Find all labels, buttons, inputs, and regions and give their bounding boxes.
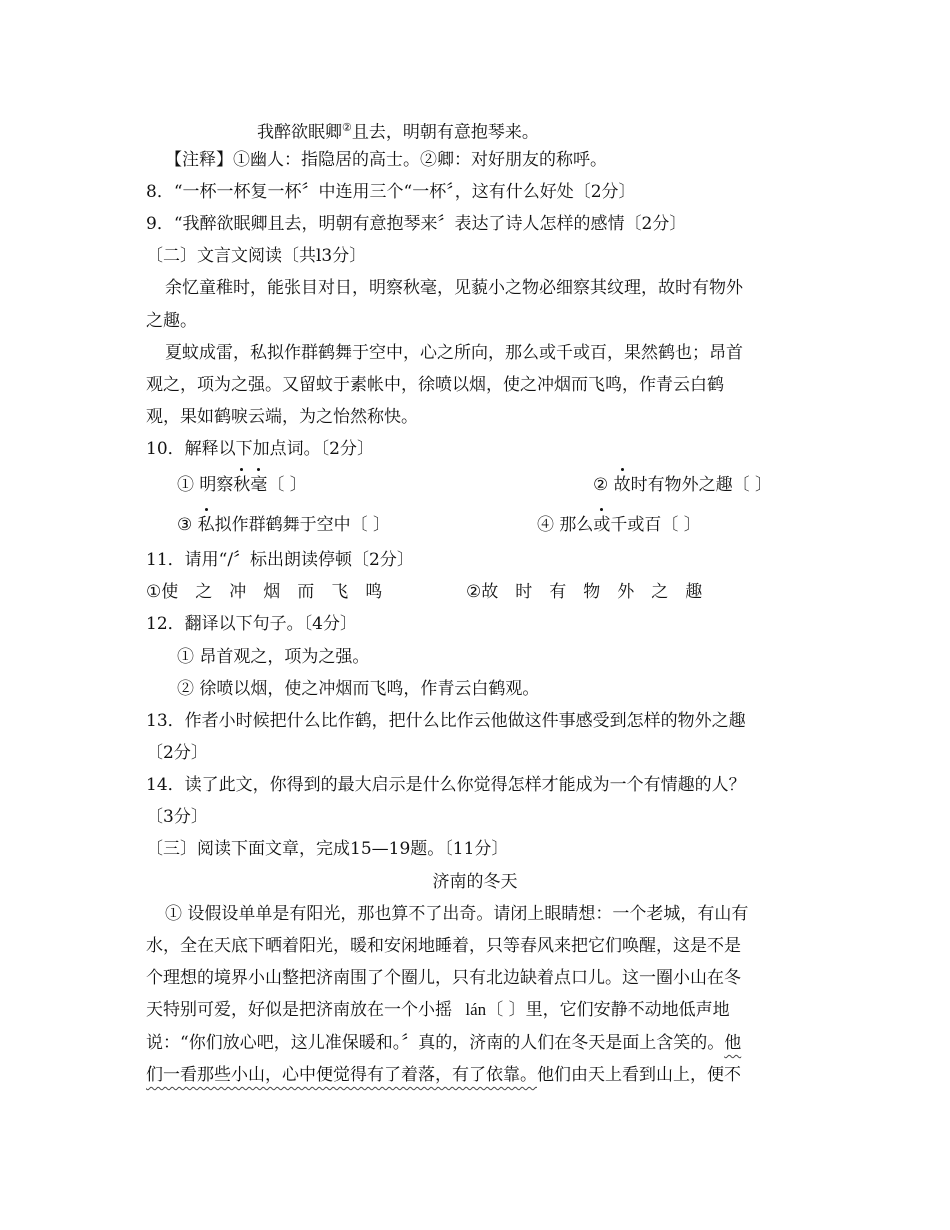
char-slot[interactable]: 故 xyxy=(481,582,499,602)
article-text: 说：“你们放心吧，这儿准保暖和。〞真的，济南的人们在冬天是面上含笑的。 xyxy=(146,1033,725,1053)
dotted-char: 故 xyxy=(613,475,631,495)
q12-sentence-2: ② 徐喷以烟，使之冲烟而飞鸣，作青云白鹤观。 xyxy=(177,679,540,699)
char-slot[interactable]: 鸣 xyxy=(365,582,383,602)
wavy-underlined-text: 们一看那些小山，心中便觉得有了着落，有了依靠。 xyxy=(146,1065,537,1085)
pinyin-hint: lán xyxy=(465,1000,487,1019)
q12-sentence-1: ① 昂首观之，项为之强。 xyxy=(177,647,370,667)
poem-last-line xyxy=(257,116,539,145)
question-13-line2: 〔2分〕 xyxy=(146,743,208,763)
q10-item-3-text: ③ xyxy=(177,515,198,535)
poem-note: 【注释】①幽人：指隐居的高士。②卿：对好朋友的称呼。 xyxy=(165,150,607,170)
footnote-marker: ② xyxy=(342,121,352,134)
dotted-char: 或 xyxy=(593,515,611,535)
char-slot[interactable]: 物 xyxy=(583,582,601,602)
q10-item-1-text: ① 明察 xyxy=(177,475,234,495)
question-12: 12．翻译以下句子。〔4分〕 xyxy=(146,614,357,634)
char-slot[interactable]: 之 xyxy=(195,582,213,602)
q10-item-2-text: ② xyxy=(593,475,614,495)
char-slot[interactable]: 使 xyxy=(161,582,179,602)
char-slot[interactable]: 时 xyxy=(515,582,533,602)
passage-para2-line3: 观，果如鹤唳云端，为之怡然称快。 xyxy=(146,407,418,427)
q10-item-4 xyxy=(537,513,701,537)
poem-text-a: 我醉欲眠卿 xyxy=(257,122,342,143)
char-slot[interactable]: 冲 xyxy=(229,582,247,602)
q11-sentence-1 xyxy=(146,580,399,604)
wavy-underlined-text: 他 xyxy=(724,1033,742,1053)
answer-blank[interactable]: 时有物外之趣〔 〕 xyxy=(630,475,773,495)
q10-item-2 xyxy=(593,473,772,497)
dotted-char: 私 xyxy=(197,515,215,535)
char-slot[interactable]: 外 xyxy=(617,582,635,602)
q10-item-1 xyxy=(177,473,307,497)
char-slot[interactable]: 有 xyxy=(549,582,567,602)
dotted-char: 秋 xyxy=(233,475,251,495)
question-11: 11．请用“/〞标出朗读停顿〔2分〕 xyxy=(146,550,414,570)
article-line-5 xyxy=(146,1031,741,1055)
q10-item-3 xyxy=(177,513,390,537)
char-slot[interactable]: 之 xyxy=(651,582,669,602)
passage-para1-line1: 余忆童稚时，能张目对日，明察秋毫，见藐小之物必细察其纹理，故时有物外 xyxy=(165,278,743,298)
question-14-line2: 〔3分〕 xyxy=(146,807,208,827)
question-8: 8．“一杯一杯复一杯〞中连用三个“一杯〞，这有什么好处〔2分〕 xyxy=(146,182,636,202)
char-slot[interactable]: 趣 xyxy=(685,582,703,602)
answer-blank[interactable]: 拟作群鹤舞于空中〔 〕 xyxy=(214,515,391,535)
article-text: 他们由天上看到山上，便不 xyxy=(537,1065,741,1085)
question-10: 10．解释以下加点词。〔2分〕 xyxy=(146,439,374,459)
article-line-4 xyxy=(146,998,730,1022)
dotted-char: 毫 xyxy=(250,475,268,495)
article-line-1: ① 设假设单单是有阳光，那也算不了出奇。请闭上眼睛想：一个老城，有山有 xyxy=(165,904,749,924)
article-line-6 xyxy=(146,1063,741,1087)
poem-text-b: 且去，明朝有意抱琴来。 xyxy=(351,122,539,143)
article-line-2: 水，全在天底下晒着阳光，暖和安闲地睡着，只等春风来把它们唤醒，这是不是 xyxy=(146,936,741,956)
q10-item-4-text: ④ 那么 xyxy=(537,515,594,535)
answer-blank[interactable]: 千或百〔 〕 xyxy=(610,515,701,535)
question-13-line1: 13．作者小时候把什么比作鹤，把什么比作云他做这件事感受到怎样的物外之趣 xyxy=(146,711,746,731)
answer-blank[interactable]: 〔 〕 xyxy=(267,475,307,495)
article-text: 里，它们安静不动地低声地 xyxy=(525,1000,730,1020)
article-title: 济南的冬天 xyxy=(432,872,518,892)
section-3-header: 〔三〕阅读下面文章，完成15—19题。〔11分〕 xyxy=(146,839,509,859)
passage-para1-line2: 之趣。 xyxy=(146,311,197,331)
question-14-line1: 14．读了此文，你得到的最大启示是什么你觉得怎样才能成为一个有情趣的人？ xyxy=(146,775,746,795)
question-9: 9．“我醉欲眠卿且去，明朝有意抱琴来〞表达了诗人怎样的感情〔2分〕 xyxy=(146,214,687,234)
section-2-header: 〔二〕文言文阅读〔共l3分〕 xyxy=(146,246,367,266)
article-text: 天特别可爱，好似是把济南放在一个小摇 xyxy=(146,1000,452,1020)
sentence-label: ② xyxy=(466,582,482,602)
passage-para2-line2: 观之，项为之强。又留蚊于素帐中，徐喷以烟，使之冲烟而飞鸣，作青云白鹤 xyxy=(146,375,724,395)
q11-sentence-2 xyxy=(466,580,719,604)
article-line-3: 个理想的境界小山整把济南围了个圈儿，只有北边缺着点口儿。这一圈小山在冬 xyxy=(146,968,741,988)
char-slot[interactable]: 而 xyxy=(297,582,315,602)
char-slot[interactable]: 飞 xyxy=(331,582,349,602)
answer-blank[interactable]: 〔 〕 xyxy=(486,1000,526,1020)
sentence-label: ① xyxy=(146,582,162,602)
passage-para2-line1: 夏蚊成雷，私拟作群鹤舞于空中，心之所向，那么或千或百，果然鹤也；昂首 xyxy=(165,343,743,363)
char-slot[interactable]: 烟 xyxy=(263,582,281,602)
